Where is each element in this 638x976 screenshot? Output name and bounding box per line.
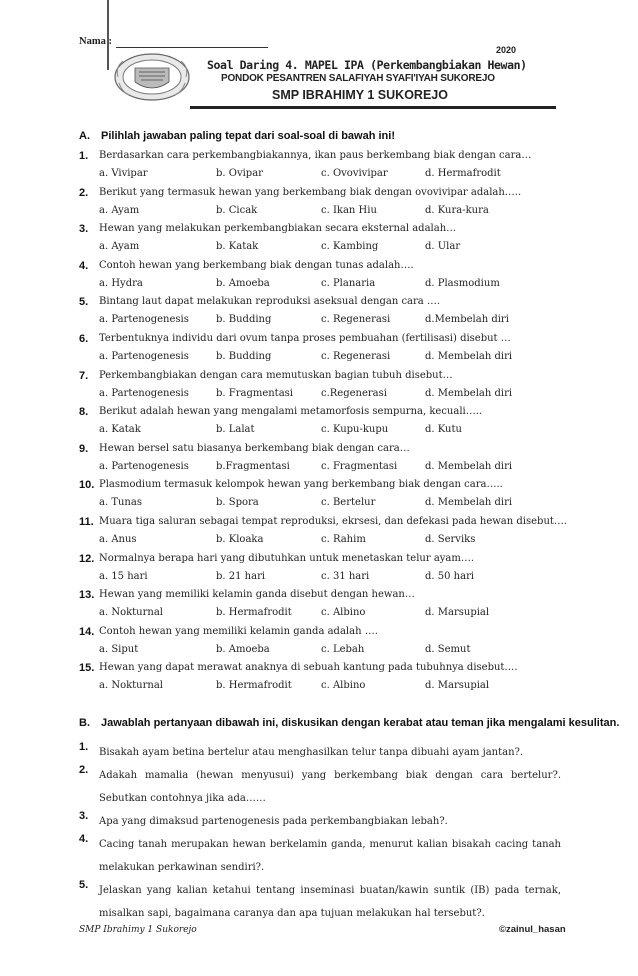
section-a-letter: A. xyxy=(79,130,90,142)
section-a-instruction: Pilihlah jawaban paling tepat dari soal-soal di bawah ini! xyxy=(101,130,395,142)
answer-option-c[interactable]: c. 31 hari xyxy=(321,571,370,582)
footer-copyright: ©zainul_hasan xyxy=(499,924,566,935)
answer-option-a[interactable]: a. Ayam xyxy=(99,241,140,252)
answer-option-c[interactable]: c. Bertelur xyxy=(321,497,376,508)
answer-option-b[interactable]: b. 21 hari xyxy=(216,571,266,582)
answer-option-a[interactable]: a. Ayam xyxy=(99,205,140,216)
answer-option-b[interactable]: b. Hermafrodit xyxy=(216,607,292,618)
section-b-letter: B. xyxy=(79,717,90,729)
question-text: Terbentuknya individu dari ovum tanpa proses pembuahan (fertilisasi) disebut … xyxy=(99,333,511,344)
essay-text: Apa yang dimaksud partenogenesis pada perkembangbiakan lebah?. xyxy=(99,816,448,827)
section-b-instruction: Jawablah pertanyaan dibawah ini, diskusikan dengan kerabat atau teman jika mengalami kesulitan. xyxy=(101,717,620,729)
answer-option-c[interactable]: c. Regenerasi xyxy=(321,314,391,325)
answer-option-d[interactable]: d. Hermafrodit xyxy=(425,168,501,179)
answer-option-d[interactable]: d. Membelah diri xyxy=(425,388,513,399)
answer-option-b[interactable]: b. Ovipar xyxy=(216,168,263,179)
answer-option-a[interactable]: a. Partenogenesis xyxy=(99,388,189,399)
answer-option-d[interactable]: d. Kutu xyxy=(425,424,462,435)
question-number: 14. xyxy=(79,626,95,638)
header-rule xyxy=(190,106,556,109)
question-number: 10. xyxy=(79,479,95,491)
answer-option-c[interactable]: c.Regenerasi xyxy=(321,388,387,399)
essay-text: Bisakah ayam betina bertelur atau menghasilkan telur tanpa dibuahi ayam jantan?. xyxy=(99,747,524,758)
essay-number: 3. xyxy=(79,810,89,822)
essay-text: Jelaskan yang kalian ketahui tentang inseminasi buatan/kawin suntik (IB) pada ternak, misalkan sapi, bagaimana caranya dan apa tujuan melakukan hal tersebut?. xyxy=(99,885,561,919)
answer-option-b[interactable]: b. Lalat xyxy=(216,424,255,435)
question-number: 5. xyxy=(79,296,89,308)
essay-number: 5. xyxy=(79,879,89,891)
essay-number: 4. xyxy=(79,833,89,845)
question-number: 13. xyxy=(79,589,95,601)
answer-option-a[interactable]: a. Partenogenesis xyxy=(99,461,189,472)
answer-option-a[interactable]: a. 15 hari xyxy=(99,571,148,582)
question-number: 9. xyxy=(79,443,89,455)
question-text: Berikut adalah hewan yang mengalami metamorfosis sempurna, kecuali….. xyxy=(99,406,483,417)
answer-option-a[interactable]: a. Tunas xyxy=(99,497,142,508)
question-text: Berikut yang termasuk hewan yang berkembang biak dengan ovovivipar adalah….. xyxy=(99,187,522,198)
question-text: Normalnya berapa hari yang dibutuhkan untuk menetaskan telur ayam…. xyxy=(99,553,475,564)
answer-option-b[interactable]: b. Amoeba xyxy=(216,278,270,289)
answer-option-b[interactable]: b. Budding xyxy=(216,314,272,325)
answer-option-d[interactable]: d. 50 hari xyxy=(425,571,475,582)
answer-option-c[interactable]: c. Kambing xyxy=(321,241,379,252)
header-title-pondok: PONDOK PESANTREN SALAFIYAH SYAFI'IYAH SUKOREJO xyxy=(221,73,495,84)
answer-option-a[interactable]: a. Vivipar xyxy=(99,168,148,179)
answer-option-d[interactable]: d. Plasmodium xyxy=(425,278,500,289)
answer-option-d[interactable]: d. Kura-kura xyxy=(425,205,489,216)
question-number: 7. xyxy=(79,370,89,382)
answer-option-a[interactable]: a. Anus xyxy=(99,534,137,545)
question-text: Hewan yang melakukan perkembangbiakan secara eksternal adalah… xyxy=(99,223,457,234)
answer-option-a[interactable]: a. Siput xyxy=(99,644,139,655)
question-number: 6. xyxy=(79,333,89,345)
question-number: 8. xyxy=(79,406,89,418)
answer-option-b[interactable]: b. Budding xyxy=(216,351,272,362)
answer-option-b[interactable]: b. Spora xyxy=(216,497,259,508)
essay-number: 2. xyxy=(79,764,89,776)
answer-option-a[interactable]: a. Partenogenesis xyxy=(99,314,189,325)
answer-option-c[interactable]: c. Albino xyxy=(321,607,366,618)
answer-option-d[interactable]: d. Membelah diri xyxy=(425,461,513,472)
question-text: Muara tiga saluran sebagai tempat reproduksi, ekrsesi, dan defekasi pada hewan disebut…. xyxy=(99,516,568,527)
answer-option-d[interactable]: d. Marsupial xyxy=(425,680,490,691)
answer-option-b[interactable]: b. Hermafrodit xyxy=(216,680,292,691)
answer-option-c[interactable]: c. Planaria xyxy=(321,278,376,289)
header-title-subject: Soal Daring 4. MAPEL IPA (Perkembangbiakan Hewan) xyxy=(207,58,527,72)
answer-option-b[interactable]: b. Fragmentasi xyxy=(216,388,293,399)
answer-option-d[interactable]: d.Membelah diri xyxy=(425,314,509,325)
footer-school: SMP Ibrahimy 1 Sukorejo xyxy=(79,925,197,935)
question-number: 15. xyxy=(79,662,95,674)
answer-option-c[interactable]: c. Rahim xyxy=(321,534,366,545)
answer-option-c[interactable]: c. Fragmentasi xyxy=(321,461,398,472)
answer-option-d[interactable]: d. Semut xyxy=(425,644,471,655)
answer-option-a[interactable]: a. Nokturnal xyxy=(99,680,163,691)
question-text: Perkembangbiakan dengan cara memutuskan bagian tubuh disebut… xyxy=(99,370,453,381)
header-title-school: SMP IBRAHIMY 1 SUKOREJO xyxy=(272,88,448,102)
question-number: 4. xyxy=(79,260,89,272)
question-number: 2. xyxy=(79,187,89,199)
answer-option-d[interactable]: d. Serviks xyxy=(425,534,476,545)
question-number: 12. xyxy=(79,553,95,565)
question-text: Plasmodium termasuk kelompok hewan yang berkembang biak dengan cara….. xyxy=(99,479,503,490)
question-number: 3. xyxy=(79,223,89,235)
question-text: Berdasarkan cara perkembangbiakannya, ikan paus berkembang biak dengan cara… xyxy=(99,150,532,161)
essay-number: 1. xyxy=(79,741,89,753)
answer-option-d[interactable]: d. Membelah diri xyxy=(425,351,513,362)
answer-option-c[interactable]: c. Albino xyxy=(321,680,366,691)
question-text: Bintang laut dapat melakukan reproduksi aseksual dengan cara …. xyxy=(99,296,441,307)
answer-option-c[interactable]: c. Ovovivipar xyxy=(321,168,388,179)
question-text: Hewan yang dapat merawat anaknya di sebuah kantung pada tubuhnya disebut…. xyxy=(99,662,518,673)
question-text: Hewan bersel satu biasanya berkembang biak dengan cara… xyxy=(99,443,410,454)
year-label: 2020 xyxy=(496,45,517,55)
answer-option-b[interactable]: b. Amoeba xyxy=(216,644,270,655)
answer-option-d[interactable]: d. Membelah diri xyxy=(425,497,513,508)
answer-option-d[interactable]: d. Ular xyxy=(425,241,461,252)
question-number: 11. xyxy=(79,516,94,528)
answer-option-a[interactable]: a. Hydra xyxy=(99,278,143,289)
question-text: Contoh hewan yang berkembang biak dengan tunas adalah…. xyxy=(99,260,414,271)
answer-option-c[interactable]: c. Lebah xyxy=(321,644,365,655)
answer-option-b[interactable]: b. Cicak xyxy=(216,205,258,216)
answer-option-b[interactable]: b. Kloaka xyxy=(216,534,264,545)
name-blank-line xyxy=(116,47,268,48)
name-label: Nama : xyxy=(79,36,112,47)
answer-option-a[interactable]: a. Partenogenesis xyxy=(99,351,189,362)
school-logo xyxy=(113,52,191,102)
essay-text: Cacing tanah merupakan hewan berkelamin ganda, menurut kalian bisakah cacing tanah melakukan perkawinan sendiri?. xyxy=(99,839,561,873)
answer-option-b[interactable]: b. Katak xyxy=(216,241,259,252)
question-text: Hewan yang memiliki kelamin ganda disebut dengan hewan… xyxy=(99,589,415,600)
question-number: 1. xyxy=(79,150,89,162)
answer-option-a[interactable]: a. Nokturnal xyxy=(99,607,163,618)
answer-option-c[interactable]: c. Kupu-kupu xyxy=(321,424,389,435)
answer-option-d[interactable]: d. Marsupial xyxy=(425,607,490,618)
question-text: Contoh hewan yang memiliki kelamin ganda adalah …. xyxy=(99,626,378,637)
answer-option-a[interactable]: a. Katak xyxy=(99,424,141,435)
answer-option-c[interactable]: c. Regenerasi xyxy=(321,351,391,362)
answer-option-b[interactable]: b.Fragmentasi xyxy=(216,461,290,472)
essay-text: Adakah mamalia (hewan menyusui) yang berkembang biak dengan cara bertelur?. Sebutkan contohnya jika ada…… xyxy=(99,770,561,804)
margin-line xyxy=(107,0,109,70)
answer-option-c[interactable]: c. Ikan Hiu xyxy=(321,205,377,216)
